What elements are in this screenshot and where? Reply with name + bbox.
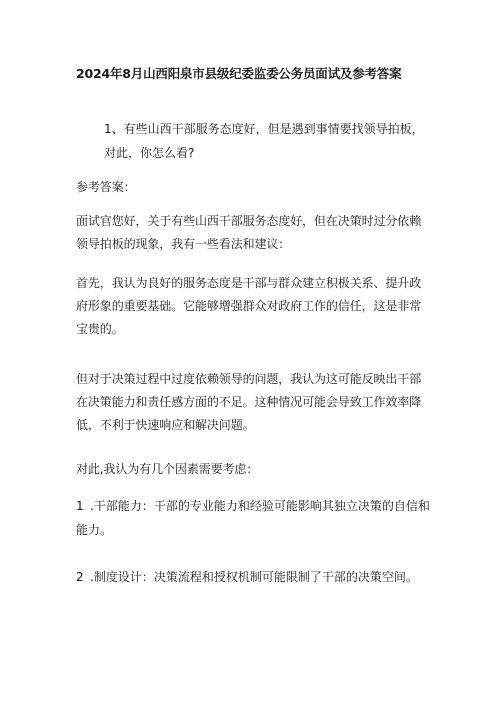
answer-label: 参考答案： (76, 180, 136, 194)
paragraph-intro: 面试官您好，关于有些山西干部服务态度好，但在决策时过分依赖领导拍板的现象，我有一些看法和建议： (76, 214, 422, 251)
question-line-2: 对此，你怎么看? (104, 146, 195, 160)
list-item (76, 565, 436, 589)
paragraph-second: 但对于决策过程中过度依赖领导的问题，我认为这可能反映出干部在决策能力和责任感方面的不足。这种情况可能会导致工作效率降低，不利于快速响应和解决问题。 (76, 372, 422, 432)
list-item-text: .干部能力：干部的专业能力和经验可能影响其独立决策的自信和能力。 (76, 499, 430, 537)
document-title: 2024年8月山西阳泉市县级纪委监委公务员面试及参考答案 (76, 66, 402, 81)
list-item (76, 494, 436, 542)
list-item-text: .制度设计：决策流程和授权机制可能限制了干部的决策空间。 (90, 570, 418, 584)
question-text (104, 117, 424, 165)
paragraph-first: 首先，我认为良好的服务态度是干部与群众建立积极关系、提升政府形象的重要基础。它能够增强群众对政府工作的信任，这是非常宝贵的。 (76, 276, 422, 336)
question-line-1: 1、有些山西干部服务态度好，但是遇到事情要找领导拍板， (104, 122, 424, 136)
list-item-number: 1 (76, 499, 84, 513)
paragraph-factors: 对此,我认为有几个因素需要考虑： (76, 462, 259, 476)
list-item-number: 2 (76, 570, 84, 584)
